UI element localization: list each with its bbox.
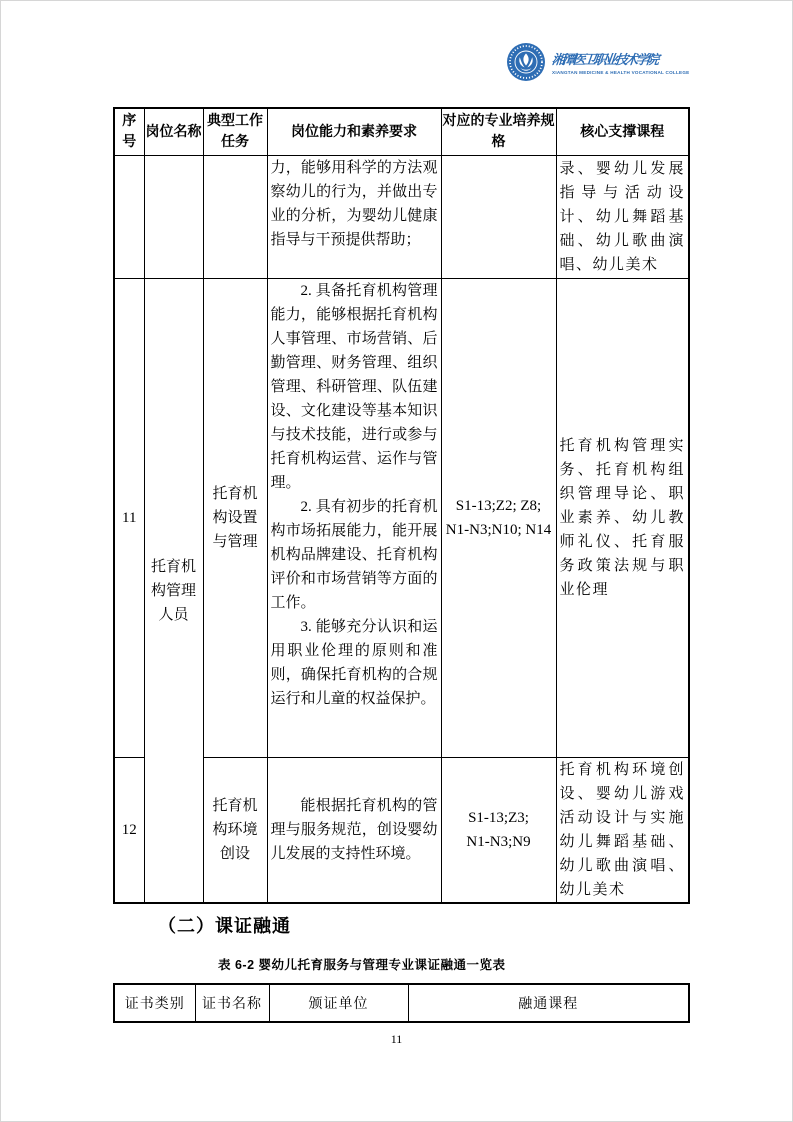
college-name-zh: 湘潭医卫职业技术学院	[551, 52, 658, 68]
cell-spec-12: S1-13;Z3; N1-N3;N9	[441, 758, 556, 904]
table-caption: 表 6-2 婴幼儿托育服务与管理专业课证融通一览表	[218, 958, 506, 972]
header-task: 典型工作任务	[203, 108, 267, 156]
cell-seq-11: 11	[114, 279, 144, 758]
header-ability: 岗位能力和素养要求	[267, 108, 441, 156]
cell-courses-11: 托育机构管理实务、托育机构组织管理导论、职业素养、幼儿教师礼仪、托育服务政策法规与职业伦理	[556, 279, 689, 758]
header-position: 岗位名称	[144, 108, 203, 156]
college-name-block	[552, 49, 690, 75]
college-logo	[506, 42, 690, 82]
cell-task-11: 托育机构设置与管理	[203, 279, 267, 758]
table-row-11	[114, 279, 689, 758]
cell-task-empty	[203, 156, 267, 279]
header-courses: 核心支撑课程	[556, 108, 689, 156]
cell-position-empty	[144, 156, 203, 279]
certificate-table	[113, 983, 690, 1023]
cell-spec-empty	[441, 156, 556, 279]
cert-header-issuer: 颁证单位	[269, 984, 408, 1022]
cert-table-header-row	[114, 984, 689, 1022]
college-name-en: XIANGTAN MEDICINE & HEALTH VOCATIONAL COLLEGE	[552, 69, 690, 75]
cert-header-category: 证书类别	[114, 984, 195, 1022]
cell-ability-12: 能根据托育机构的管理与服务规范，创设婴幼儿发展的支持性环境。	[267, 758, 441, 904]
cell-spec-11: S1-13;Z2; Z8; N1-N3;N10; N14	[441, 279, 556, 758]
header-spec: 对应的专业培养规格	[441, 108, 556, 156]
cell-seq-12: 12	[114, 758, 144, 904]
college-emblem-icon	[506, 42, 546, 82]
position-ability-table	[113, 107, 690, 904]
cell-courses-12: 托育机构环境创设、婴幼儿游戏活动设计与实施幼儿舞蹈基础、幼儿歌曲演唱、幼儿美术	[556, 758, 689, 904]
cell-courses-carryover: 录、婴幼儿发展指导与活动设计、幼儿舞蹈基础、幼儿歌曲演唱、幼儿美术	[556, 156, 689, 279]
table-row-carryover	[114, 156, 689, 279]
cell-task-12: 托育机构环境创设	[203, 758, 267, 904]
section-heading: （二）课证融通	[158, 916, 291, 936]
page-number: 11	[390, 1032, 403, 1046]
cell-position-11-12: 托育机构管理人员	[144, 279, 203, 904]
table-header-row	[114, 108, 689, 156]
cell-seq-empty	[114, 156, 144, 279]
cell-ability-11: 2. 具备托育机构管理能力，能够根据托育机构人事管理、市场营销、后勤管理、财务管理、组织管理、科研管理、队伍建设、文化建设等基本知识与技术技能，进行或参与托育机构运营、运作与管理。 2. 具有初步的托育机构市场拓展能力，能开展机构品牌建设、托育机构评价和市场营销等方面的工作。 3. 能够充分认识和运用职业伦理的原则和准则，确保托育机构的合规运行和儿童的权益保护。	[267, 279, 441, 758]
header-seq: 序号	[114, 108, 144, 156]
cert-header-courses: 融通课程	[408, 984, 689, 1022]
cell-ability-carryover: 力，能够用科学的方法观察幼儿的行为，并做出专业的分析，为婴幼儿健康指导与干预提供帮助；	[267, 156, 441, 279]
cert-header-name: 证书名称	[195, 984, 269, 1022]
